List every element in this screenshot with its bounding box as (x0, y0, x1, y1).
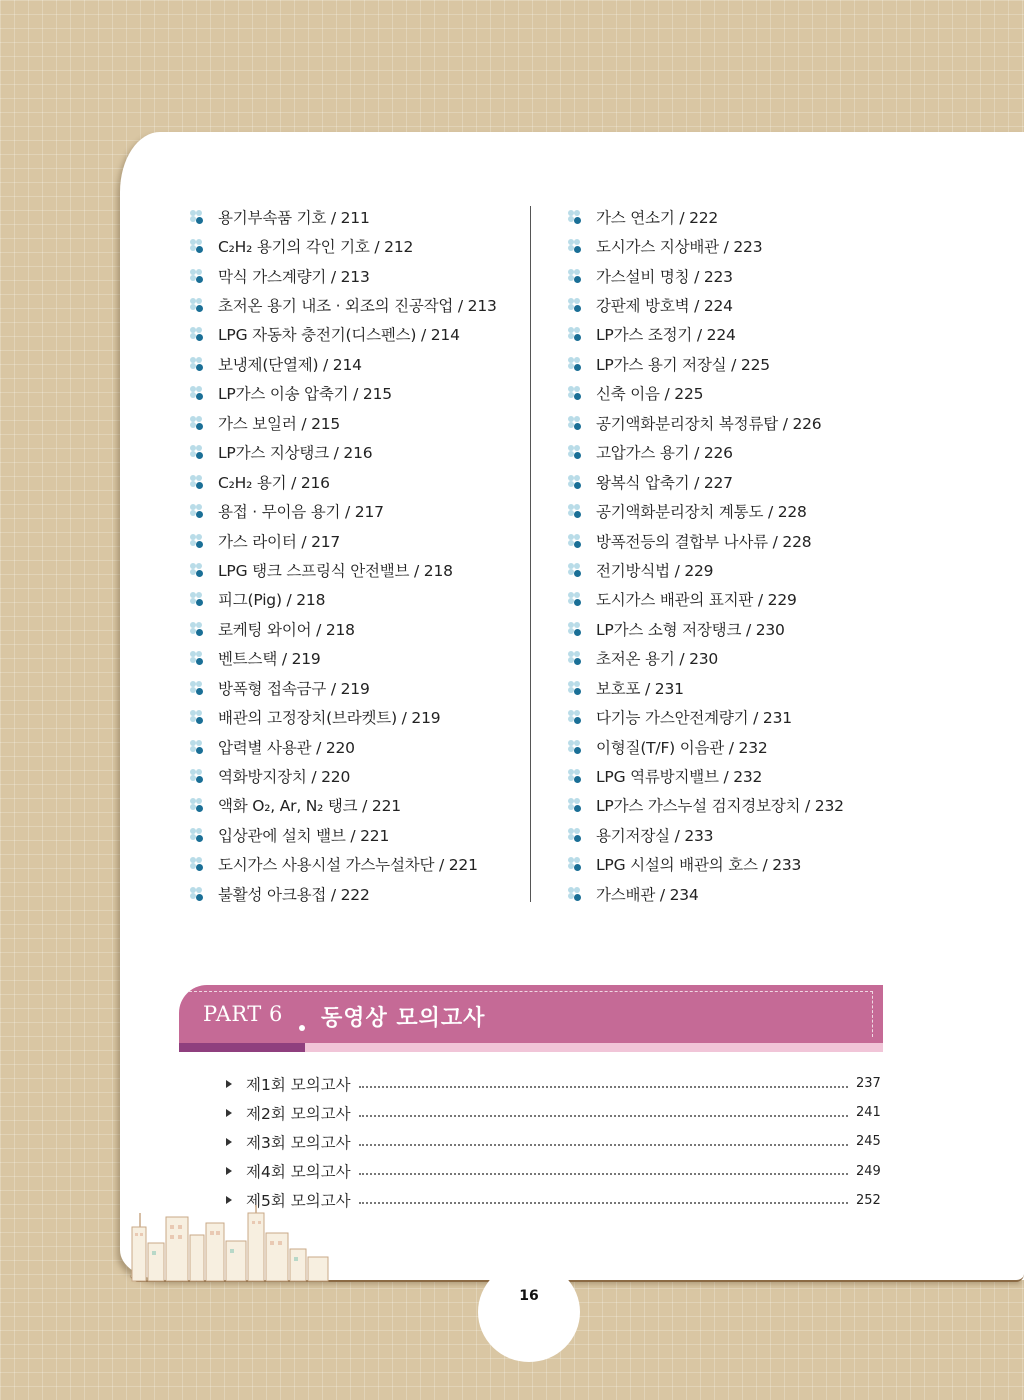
toc-item-label: 공기액화분리장치 복정류탑 / 226 (596, 414, 822, 433)
toc-item[interactable] (566, 555, 888, 584)
toc-item[interactable] (566, 379, 888, 408)
toc-item[interactable] (566, 526, 888, 555)
bullet-icon (188, 238, 204, 254)
bullet-icon (188, 474, 204, 490)
exam-list-item[interactable] (222, 1127, 880, 1156)
toc-item-label: LPG 자동차 충전기(디스펜스) / 214 (218, 326, 460, 345)
exam-list-item[interactable] (222, 1069, 880, 1098)
dot-leader (359, 1202, 848, 1204)
dot-leader (359, 1173, 848, 1175)
toc-item[interactable] (566, 290, 888, 319)
toc-item-label: 용기저장실 / 233 (596, 826, 714, 845)
arrow-right-icon (226, 1167, 232, 1175)
bullet-icon (566, 238, 582, 254)
toc-item-label: 고압가스 용기 / 226 (596, 444, 733, 463)
dot-leader (359, 1144, 848, 1146)
toc-item[interactable] (188, 526, 518, 555)
exam-label: 제3회 모의고사 (246, 1133, 351, 1152)
bullet-icon (188, 621, 204, 637)
column-divider (530, 206, 531, 902)
toc-item-label: 피그(Pig) / 218 (218, 591, 326, 610)
toc-item-label: 가스배관 / 234 (596, 885, 699, 904)
part-banner-bar (179, 985, 883, 1043)
toc-item-label: 용접 · 무이음 용기 / 217 (218, 503, 384, 522)
toc-item[interactable] (188, 408, 518, 437)
toc-item-label: 다기능 가스안전계량기 / 231 (596, 709, 792, 728)
part-separator-dot (299, 1025, 305, 1031)
bullet-icon (188, 709, 204, 725)
arrow-right-icon (226, 1138, 232, 1146)
toc-item[interactable] (188, 202, 518, 231)
exam-page-number: 245 (856, 1134, 881, 1150)
toc-item[interactable] (188, 761, 518, 790)
toc-item-label: 방폭전등의 결합부 나사류 / 228 (596, 532, 812, 551)
toc-item[interactable] (566, 408, 888, 437)
part-label: PART 6 (203, 1002, 283, 1026)
toc-item-label: 도시가스 지상배관 / 223 (596, 238, 763, 257)
bullet-icon (566, 268, 582, 284)
toc-item[interactable] (566, 614, 888, 643)
toc-item[interactable] (188, 673, 518, 702)
toc-item[interactable] (188, 555, 518, 584)
exam-page-number: 237 (856, 1076, 881, 1092)
exam-label: 제2회 모의고사 (246, 1104, 351, 1123)
toc-item-label: LP가스 조정기 / 224 (596, 326, 736, 345)
toc-item-label: LP가스 용기 저장실 / 225 (596, 355, 770, 374)
toc-item-label: 도시가스 사용시설 가스누설차단 / 221 (218, 856, 478, 875)
toc-item[interactable] (566, 349, 888, 378)
bullet-icon (566, 297, 582, 313)
arrow-right-icon (226, 1109, 232, 1117)
toc-item[interactable] (188, 585, 518, 614)
toc-item-label: LPG 탱크 스프링식 안전밸브 / 218 (218, 561, 453, 580)
toc-item[interactable] (566, 585, 888, 614)
bullet-icon (188, 209, 204, 225)
toc-item-label: 초저온 용기 / 230 (596, 650, 719, 669)
toc-item-label: 압력별 사용관 / 220 (218, 738, 355, 757)
toc-item[interactable] (566, 438, 888, 467)
exam-label: 제1회 모의고사 (246, 1075, 351, 1094)
bullet-icon (566, 856, 582, 872)
toc-item-label: 용기부속품 기호 / 211 (218, 208, 370, 227)
toc-item[interactable] (566, 496, 888, 525)
toc-item[interactable] (566, 231, 888, 260)
toc-item[interactable] (188, 231, 518, 260)
toc-item-label: 도시가스 배관의 표지판 / 229 (596, 591, 797, 610)
bullet-icon (188, 444, 204, 460)
toc-item[interactable] (566, 791, 888, 820)
bullet-icon (188, 385, 204, 401)
toc-item-label: 신축 이음 / 225 (596, 385, 704, 404)
toc-item[interactable] (566, 732, 888, 761)
toc-item[interactable] (188, 614, 518, 643)
page-number-tab (478, 1262, 580, 1362)
toc-item-label: 막식 가스계량기 / 213 (218, 267, 370, 286)
toc-item[interactable] (188, 820, 518, 849)
bullet-icon (566, 827, 582, 843)
toc-item[interactable] (188, 702, 518, 731)
bullet-icon (566, 650, 582, 666)
exam-list-item[interactable] (222, 1157, 880, 1186)
toc-item-label: 초저온 용기 내조 · 외조의 진공작업 / 213 (218, 297, 497, 316)
bullet-icon (188, 680, 204, 696)
bullet-icon (188, 768, 204, 784)
bullet-icon (188, 797, 204, 813)
bullet-icon (188, 856, 204, 872)
bullet-icon (566, 385, 582, 401)
toc-item[interactable] (566, 467, 888, 496)
bullet-icon (188, 415, 204, 431)
toc-item[interactable] (188, 320, 518, 349)
bullet-icon (188, 886, 204, 902)
bullet-icon (566, 709, 582, 725)
toc-item-label: LP가스 지상탱크 / 216 (218, 444, 373, 463)
bullet-icon (566, 474, 582, 490)
toc-item[interactable] (566, 673, 888, 702)
bullet-icon (188, 827, 204, 843)
toc-item-label: 이형질(T/F) 이음관 / 232 (596, 738, 768, 757)
toc-item[interactable] (188, 879, 518, 908)
bullet-icon (188, 503, 204, 519)
exam-list-item[interactable] (222, 1098, 880, 1127)
part-banner-strip-dark (179, 1043, 305, 1052)
bullet-icon (566, 326, 582, 342)
dot-leader (359, 1115, 848, 1117)
toc-item[interactable] (188, 496, 518, 525)
dot-leader (359, 1086, 848, 1088)
toc-item-label: 보냉제(단열제) / 214 (218, 355, 362, 374)
page-number: 16 (519, 1288, 539, 1304)
toc-item[interactable] (188, 791, 518, 820)
bullet-icon (566, 680, 582, 696)
part-banner (179, 985, 883, 1052)
exam-page-number: 249 (856, 1163, 881, 1179)
bullet-icon (566, 797, 582, 813)
exam-label: 제4회 모의고사 (246, 1163, 351, 1182)
bullet-icon (566, 356, 582, 372)
bullet-icon (566, 444, 582, 460)
toc-item[interactable] (566, 202, 888, 231)
exam-label: 제5회 모의고사 (246, 1192, 351, 1211)
bullet-icon (566, 415, 582, 431)
toc-item-label: 액화 O₂, Ar, N₂ 탱크 / 221 (218, 797, 401, 816)
arrow-right-icon (226, 1080, 232, 1088)
toc-item-label: 보호포 / 231 (596, 679, 684, 698)
toc-item-label: LP가스 소형 저장탱크 / 230 (596, 620, 785, 639)
toc-item-label: 불활성 아크용접 / 222 (218, 885, 370, 904)
toc-item[interactable] (566, 761, 888, 790)
bullet-icon (566, 621, 582, 637)
toc-item-label: 가스설비 명칭 / 223 (596, 267, 733, 286)
toc-item[interactable] (566, 702, 888, 731)
toc-item-label: 배관의 고정장치(브라켓트) / 219 (218, 709, 441, 728)
toc-item-label: LP가스 가스누설 검지경보장치 / 232 (596, 797, 844, 816)
toc-item[interactable] (566, 320, 888, 349)
exam-page-number: 241 (856, 1105, 881, 1121)
toc-item[interactable] (566, 820, 888, 849)
toc-item-label: 가스 라이터 / 217 (218, 532, 341, 551)
toc-item-label: LPG 역류방지밸브 / 232 (596, 768, 763, 787)
bullet-icon (566, 739, 582, 755)
bullet-icon (566, 503, 582, 519)
toc-item[interactable] (188, 644, 518, 673)
toc-item-label: 가스 보일러 / 215 (218, 414, 341, 433)
city-skyline-illustration (128, 1205, 334, 1283)
toc-item-label: 공기액화분리장치 계통도 / 228 (596, 503, 807, 522)
toc-item[interactable] (188, 261, 518, 290)
toc-item-label: C₂H₂ 용기의 각인 기호 / 212 (218, 238, 414, 257)
toc-columns (188, 202, 888, 902)
bullet-icon (188, 356, 204, 372)
part-title: 동영상 모의고사 (321, 1006, 486, 1031)
toc-item-label: LPG 시설의 배관의 호스 / 233 (596, 856, 802, 875)
toc-item[interactable] (188, 349, 518, 378)
exam-page-number: 252 (856, 1192, 881, 1208)
toc-item[interactable] (188, 467, 518, 496)
toc-item-label: 가스 연소기 / 222 (596, 208, 719, 227)
bullet-icon (566, 591, 582, 607)
bullet-icon (566, 209, 582, 225)
bullet-icon (188, 739, 204, 755)
toc-left-column (188, 202, 518, 909)
bullet-icon (188, 533, 204, 549)
bullet-icon (188, 562, 204, 578)
bullet-icon (188, 297, 204, 313)
bullet-icon (566, 886, 582, 902)
bullet-icon (188, 326, 204, 342)
toc-item[interactable] (188, 850, 518, 879)
toc-item-label: C₂H₂ 용기 / 216 (218, 473, 330, 492)
toc-item-label: 강판제 방호벽 / 224 (596, 297, 733, 316)
toc-item[interactable] (566, 261, 888, 290)
toc-item[interactable] (188, 438, 518, 467)
toc-item[interactable] (188, 379, 518, 408)
bullet-icon (188, 591, 204, 607)
toc-item[interactable] (188, 732, 518, 761)
bullet-icon (566, 533, 582, 549)
toc-item-label: 입상관에 설치 밸브 / 221 (218, 826, 390, 845)
bullet-icon (188, 650, 204, 666)
toc-item-label: 전기방식법 / 229 (596, 561, 714, 580)
toc-item-label: 왕복식 압축기 / 227 (596, 473, 733, 492)
toc-item[interactable] (188, 290, 518, 319)
toc-item-label: 역화방지장치 / 220 (218, 768, 351, 787)
toc-item[interactable] (566, 879, 888, 908)
arrow-right-icon (226, 1196, 232, 1204)
bullet-icon (566, 768, 582, 784)
part-banner-dashed-border (189, 991, 873, 1037)
bullet-icon (188, 268, 204, 284)
toc-item[interactable] (566, 850, 888, 879)
toc-right-column (566, 202, 888, 909)
toc-item-label: 벤트스택 / 219 (218, 650, 321, 669)
part-banner-strip-light (305, 1043, 883, 1052)
toc-item-label: 로케팅 와이어 / 218 (218, 620, 355, 639)
bullet-icon (566, 562, 582, 578)
exam-list (222, 1069, 880, 1215)
toc-item-label: LP가스 이송 압축기 / 215 (218, 385, 392, 404)
toc-item-label: 방폭형 접속금구 / 219 (218, 679, 370, 698)
toc-item[interactable] (566, 644, 888, 673)
